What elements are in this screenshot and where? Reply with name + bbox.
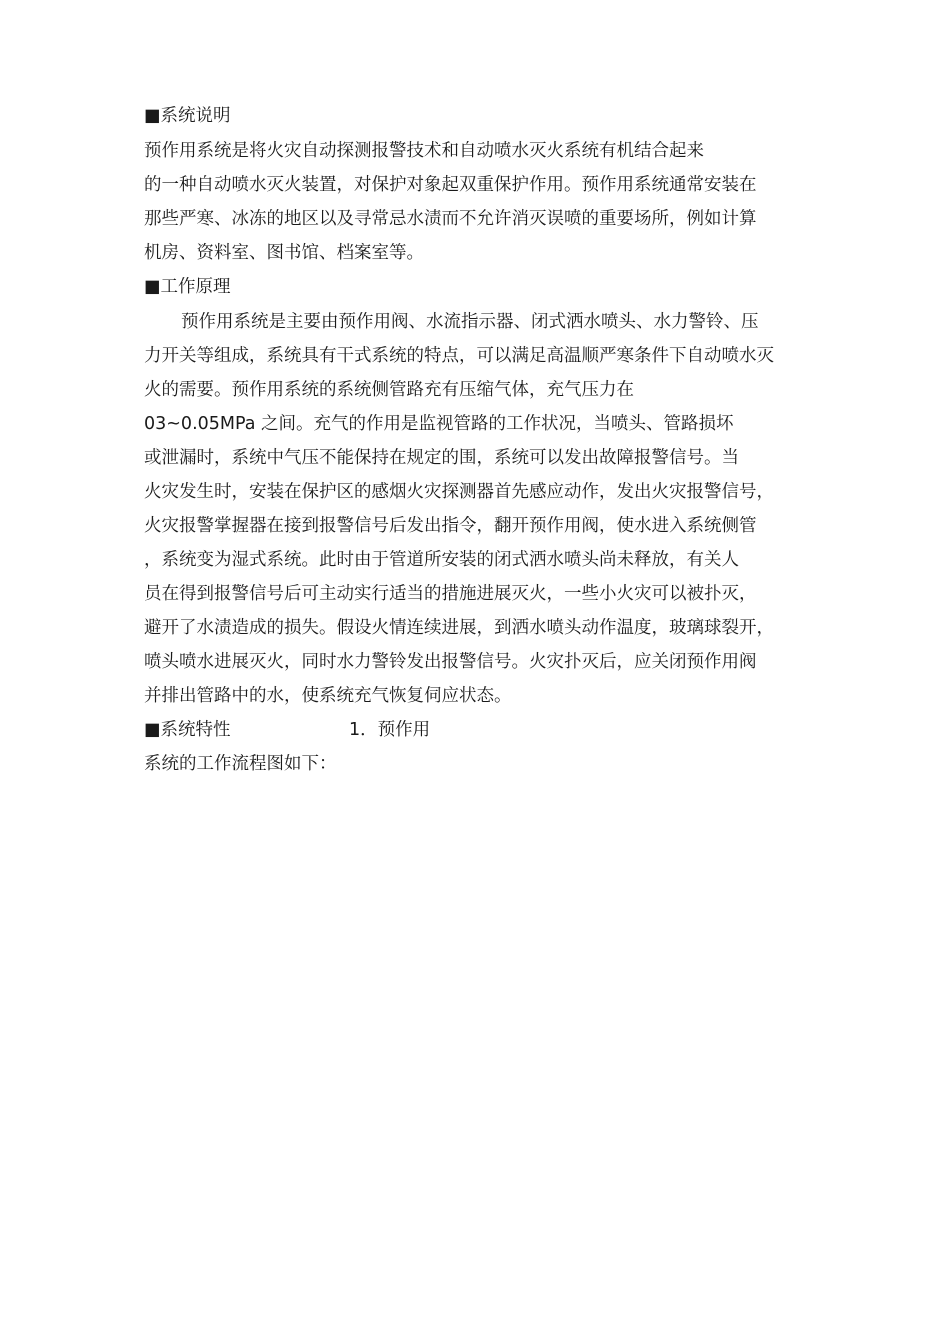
paragraph-line: 火灾发生时，安装在保护区的感烟火灾探测器首先感应动作，发出火灾报警信号， [144, 482, 774, 502]
paragraph-line: 或泄漏时，系统中气压不能保持在规定的围，系统可以发出故障报警信号。当 [144, 448, 739, 468]
paragraph-line: 预作用系统是将火灾自动探测报警技术和自动喷水灭火系统有机结合起来 [144, 141, 704, 161]
paragraph-line: 火灾报警掌握器在接到报警信号后发出指令，翻开预作用阀，使水进入系统侧管 [144, 516, 757, 536]
paragraph-line: 预作用系统是主要由预作用阀、水流指示器、闭式洒水喷头、水力警铃、压 [181, 312, 759, 332]
paragraph-line: 机房、资料室、图书馆、档案室等。 [144, 243, 424, 263]
paragraph-line: 的一种自动喷水灭火装置，对保护对象起双重保护作用。预作用系统通常安装在 [144, 175, 757, 195]
paragraph-line: 系统的工作流程图如下： [144, 754, 337, 774]
paragraph-line: 力开关等组成，系统具有干式系统的特点，可以满足高温顺严寒条件下自动喷水灭 [144, 346, 774, 366]
paragraph-line: 喷头喷水进展灭火，同时水力警铃发出报警信号。火灾扑灭后，应关闭预作用阀 [144, 652, 757, 672]
paragraph-line: 并排出管路中的水，使系统充气恢复伺应状态。 [144, 686, 512, 706]
section-heading-working-principle: ■工作原理 [144, 277, 231, 297]
section-heading-system-features: ■系统特性 [144, 720, 231, 740]
subheading-preaction: 1．预作用 [349, 720, 431, 740]
paragraph-line: ，系统变为湿式系统。此时由于管道所安装的闭式洒水喷头尚未释放，有关人 [144, 550, 739, 570]
paragraph-line: 火的需要。预作用系统的系统侧管路充有压缩气体，充气压力在 [144, 380, 634, 400]
paragraph-line: 避开了水渍造成的损失。假设火情连续进展，到洒水喷头动作温度，玻璃球裂开， [144, 618, 774, 638]
paragraph-line: 03~0.05MPa 之间。充气的作用是监视管路的工作状况，当喷头、管路损坏 [144, 414, 734, 434]
section-heading-system-description: ■系统说明 [144, 106, 231, 126]
paragraph-line: 员在得到报警信号后可主动实行适当的措施进展灭火，一些小火灾可以被扑灭， [144, 584, 757, 604]
paragraph-line: 那些严寒、冰冻的地区以及寻常忌水渍而不允许消灭误喷的重要场所，例如计算 [144, 209, 757, 229]
